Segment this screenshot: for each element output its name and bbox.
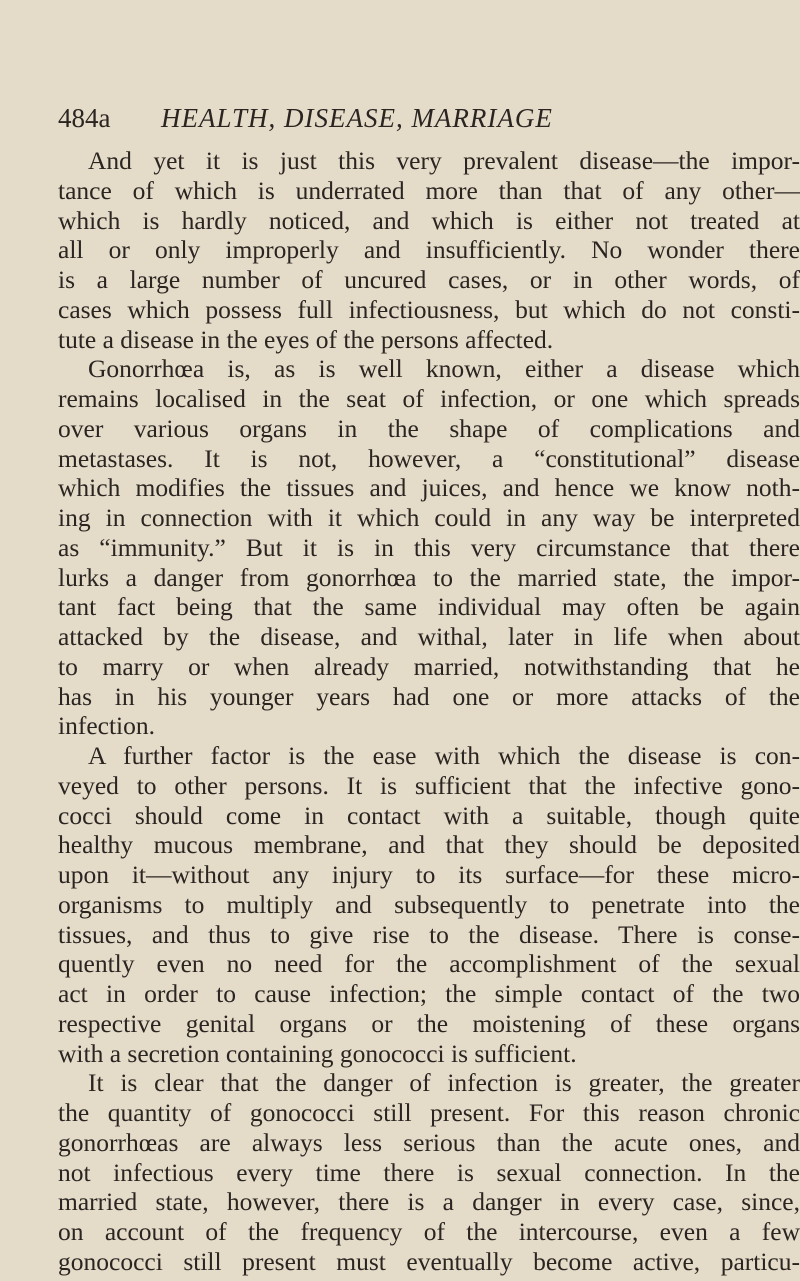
text-line: has in his younger years had one or more attacks of the <box>58 681 800 711</box>
text-line: lurks a danger from gonorrhœa to the married state, the impor- <box>58 562 800 592</box>
text-line: quently even no need for the accomplishment of the sexual <box>58 949 800 979</box>
text-line: gonorrhœas are always less serious than the acute ones, and <box>58 1127 800 1157</box>
text-line: upon it—without any injury to its surface—for these micro- <box>58 860 800 889</box>
text-line: with a secretion containing gonococci is sufficient. <box>58 1038 577 1068</box>
text-line: to marry or when already married, notwithstanding that he <box>58 651 800 681</box>
page-header <box>58 103 758 137</box>
text-line: on account of the frequency of the intercourse, even a few <box>58 1217 800 1246</box>
text-line: And yet it is just this very prevalent disease—the impor- <box>88 146 800 175</box>
text-line: veyed to other persons. It is sufficient that the infective gono- <box>58 770 800 800</box>
body-text <box>58 146 800 1277</box>
text-line: tant fact being that the same individual may often be again <box>58 592 800 622</box>
text-line: It is clear that the danger of infection is greater, the greater <box>88 1068 800 1098</box>
running-title: HEALTH, DISEASE, MARRIAGE <box>161 103 553 133</box>
text-line: respective genital organs or the moistening of these organs <box>58 1008 800 1038</box>
text-line: infection. <box>58 711 156 741</box>
text-line: as “immunity.” But it is in this very circumstance that there <box>58 532 800 562</box>
text-line: A further factor is the ease with which the disease is con- <box>88 741 800 770</box>
text-line: ing in connection with it which could in any way be interpreted <box>58 503 800 532</box>
text-line: which is hardly noticed, and which is either not treated at <box>58 205 800 235</box>
page-number: 484a <box>58 103 111 133</box>
text-line: all or only improperly and insufficiently. No wonder there <box>58 235 800 265</box>
text-line: tute a disease in the eyes of the persons affected. <box>58 324 554 354</box>
text-line: married state, however, there is a danger in every case, since, <box>58 1187 800 1217</box>
text-line: over various organs in the shape of complications and <box>58 413 800 443</box>
text-line: tissues, and thus to give rise to the disease. There is conse- <box>58 919 800 949</box>
text-line: the quantity of gonococci still present. For this reason chronic <box>58 1098 800 1127</box>
text-line: act in order to cause infection; the simple contact of the two <box>58 979 800 1008</box>
text-line: organisms to multiply and subsequently to penetrate into the <box>58 889 800 919</box>
text-line: which modifies the tissues and juices, and hence we know noth- <box>58 473 800 503</box>
text-line: cases which possess full infectiousness, but which do not consti- <box>58 294 800 324</box>
text-line: gonococci still present must eventually become active, particu- <box>58 1246 800 1276</box>
text-line: cocci should come in contact with a suitable, though quite <box>58 800 800 830</box>
text-line: remains localised in the seat of infection, or one which spreads <box>58 384 800 413</box>
text-line: attacked by the disease, and withal, later in life when about <box>58 622 800 651</box>
text-line: Gonorrhœa is, as is well known, either a disease which <box>88 354 800 384</box>
text-line: tance of which is underrated more than that of any other— <box>58 175 800 205</box>
text-line: not infectious every time there is sexual connection. In the <box>58 1157 800 1187</box>
text-line: metastases. It is not, however, a “constitutional” disease <box>58 443 800 473</box>
text-line: healthy mucous membrane, and that they should be deposited <box>58 830 800 860</box>
text-line: is a large number of uncured cases, or in other words, of <box>58 265 800 294</box>
